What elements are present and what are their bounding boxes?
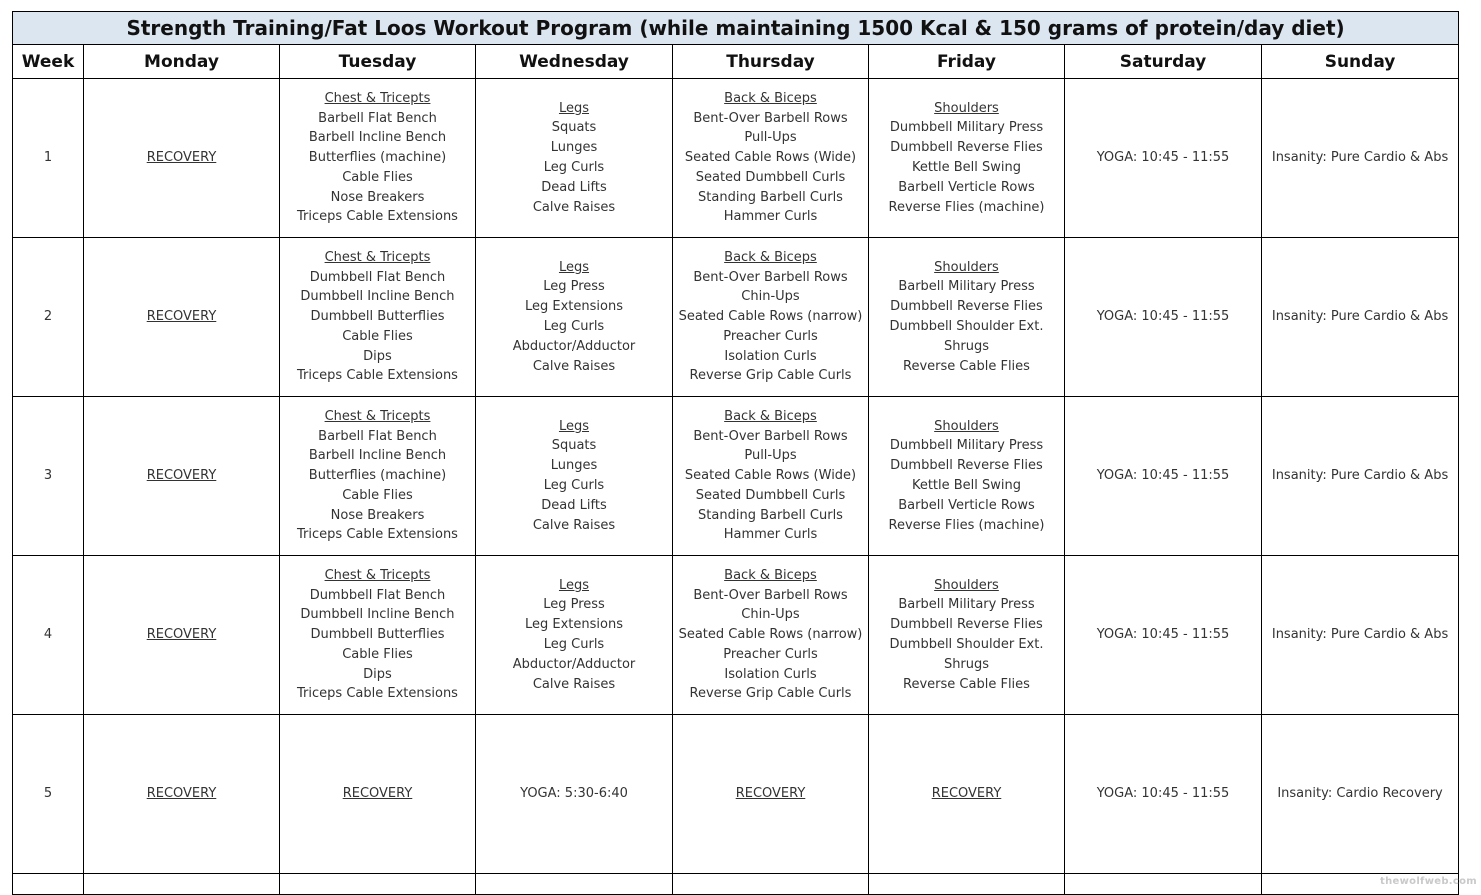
exercise-item: Cable Flies	[342, 487, 413, 503]
partial-cell	[673, 874, 869, 895]
cell-text: YOGA: 10:45 - 11:55	[1096, 309, 1230, 325]
exercise-item: Barbell Flat Bench	[318, 110, 437, 126]
col-header-sunday: Sunday	[1262, 45, 1459, 79]
exercise-item: Leg Press	[543, 279, 605, 295]
cell-text: Insanity: Cardio Recovery	[1277, 786, 1443, 802]
friday-cell	[869, 397, 1065, 556]
exercise-item: Dumbbell Military Press	[889, 120, 1044, 136]
monday-cell	[84, 397, 280, 556]
exercise-item: Barbell Incline Bench	[308, 130, 447, 146]
exercise-item: Abductor/Adductor	[512, 338, 636, 354]
workout-heading: Legs	[558, 418, 590, 434]
workout-heading: RECOVERY	[146, 786, 217, 802]
exercise-item: Dumbbell Butterflies	[310, 309, 445, 325]
saturday-cell	[1065, 556, 1262, 715]
sunday-cell	[1262, 79, 1459, 238]
exercise-item: Triceps Cable Extensions	[297, 368, 458, 384]
exercise-item: Preacher Curls	[723, 646, 818, 662]
exercise-item: Seated Cable Rows (narrow)	[678, 627, 863, 643]
tuesday-cell	[280, 79, 476, 238]
monday-cell	[84, 238, 280, 397]
exercise-item: Dips	[363, 666, 392, 682]
week-row	[13, 238, 1459, 397]
workout-heading: Back & Biceps	[724, 249, 817, 265]
cell-text: Insanity: Pure Cardio & Abs	[1271, 627, 1449, 643]
friday-cell	[869, 238, 1065, 397]
exercise-item: Dumbbell Butterflies	[310, 627, 445, 643]
sunday-cell	[1262, 556, 1459, 715]
exercise-item: Squats	[551, 438, 597, 454]
workout-heading: RECOVERY	[146, 309, 217, 325]
partial-row	[13, 874, 1459, 895]
friday-cell	[869, 79, 1065, 238]
exercise-item: Dumbbell Reverse Flies	[890, 299, 1043, 315]
exercise-item: Seated Cable Rows (Wide)	[684, 468, 857, 484]
workout-heading: Chest & Tricepts	[324, 249, 431, 265]
exercise-item: Triceps Cable Extensions	[297, 209, 458, 225]
exercise-item: Cable Flies	[342, 328, 413, 344]
exercise-item: Dips	[363, 348, 392, 364]
exercise-item: Dumbbell Flat Bench	[309, 587, 446, 603]
exercise-item: Barbell Military Press	[898, 279, 1035, 295]
exercise-item: Bent-Over Barbell Rows	[693, 110, 848, 126]
exercise-item: Seated Cable Rows (narrow)	[678, 309, 863, 325]
exercise-item: Triceps Cable Extensions	[297, 527, 458, 543]
exercise-item: Seated Dumbbell Curls	[695, 487, 846, 503]
exercise-item: Nose Breakers	[330, 189, 425, 205]
exercise-item: Pull-Ups	[744, 448, 797, 464]
cell-text: YOGA: 5:30-6:40	[520, 786, 628, 802]
monday-cell	[84, 79, 280, 238]
exercise-item: Dumbbell Shoulder Ext.	[889, 637, 1044, 652]
exercise-item: Lunges	[550, 458, 598, 474]
exercise-item: Dead Lifts	[541, 179, 607, 195]
exercise-item: Dumbbell Incline Bench	[300, 607, 455, 623]
exercise-item: Isolation Curls	[724, 666, 817, 682]
partial-cell	[476, 874, 673, 895]
week-row	[13, 715, 1459, 874]
exercise-item: Shrugs	[943, 338, 990, 354]
exercise-item: Butterflies (machine)	[308, 468, 447, 484]
exercise-item: Bent-Over Barbell Rows	[693, 428, 848, 444]
exercise-item: Calve Raises	[532, 199, 616, 215]
exercise-item: Barbell Verticle Rows	[898, 179, 1035, 195]
workout-schedule-table	[12, 11, 1459, 895]
col-header-week: Week	[13, 45, 84, 79]
partial-cell	[1065, 874, 1262, 895]
workout-heading: Chest & Tricepts	[324, 90, 431, 106]
exercise-item: Calve Raises	[532, 676, 616, 692]
partial-cell	[869, 874, 1065, 895]
partial-cell	[13, 874, 84, 895]
partial-cell	[84, 874, 280, 895]
header-row	[13, 45, 1459, 79]
exercise-item: Reverse Grip Cable Curls	[689, 368, 852, 384]
workout-heading: Chest & Tricepts	[324, 408, 431, 424]
exercise-item: Leg Curls	[543, 160, 605, 175]
cell-text: Insanity: Pure Cardio & Abs	[1271, 150, 1449, 166]
workout-heading: Legs	[558, 259, 590, 275]
cell-text: YOGA: 10:45 - 11:55	[1096, 786, 1230, 802]
week-number: 2	[13, 238, 84, 397]
col-header-monday: Monday	[84, 45, 280, 79]
tuesday-cell	[280, 397, 476, 556]
exercise-item: Butterflies (machine)	[308, 150, 447, 166]
col-header-thursday: Thursday	[673, 45, 869, 79]
exercise-item: Cable Flies	[342, 646, 413, 662]
saturday-cell	[1065, 79, 1262, 238]
exercise-item: Lunges	[550, 140, 598, 156]
exercise-item: Reverse Flies (machine)	[888, 199, 1045, 215]
exercise-item: Leg Curls	[543, 637, 605, 652]
exercise-item: Dumbbell Reverse Flies	[890, 140, 1043, 156]
col-header-wednesday: Wednesday	[476, 45, 673, 79]
sunday-cell	[1262, 715, 1459, 874]
exercise-item: Reverse Cable Flies	[903, 358, 1030, 374]
monday-cell	[84, 556, 280, 715]
thursday-cell	[673, 715, 869, 874]
workout-heading: RECOVERY	[735, 786, 806, 802]
exercise-item: Hammer Curls	[723, 209, 818, 225]
exercise-item: Barbell Incline Bench	[308, 448, 447, 464]
workout-heading: RECOVERY	[931, 786, 1002, 802]
week-number: 5	[13, 715, 84, 874]
exercise-item: Preacher Curls	[723, 328, 818, 344]
exercise-item: Leg Curls	[543, 478, 605, 493]
thursday-cell	[673, 397, 869, 556]
friday-cell	[869, 715, 1065, 874]
exercise-item: Calve Raises	[532, 517, 616, 533]
wednesday-cell	[476, 79, 673, 238]
week-number: 3	[13, 397, 84, 556]
col-header-saturday: Saturday	[1065, 45, 1262, 79]
exercise-item: Dumbbell Shoulder Ext.	[889, 319, 1044, 334]
partial-cell	[280, 874, 476, 895]
cell-text: YOGA: 10:45 - 11:55	[1096, 150, 1230, 166]
workout-heading: Shoulders	[934, 259, 999, 275]
exercise-item: Calve Raises	[532, 358, 616, 374]
exercise-item: Kettle Bell Swing	[911, 478, 1022, 493]
col-header-friday: Friday	[869, 45, 1065, 79]
monday-cell	[84, 715, 280, 874]
exercise-item: Reverse Cable Flies	[903, 676, 1030, 692]
workout-heading: RECOVERY	[146, 468, 217, 484]
workout-heading: RECOVERY	[146, 627, 217, 643]
thursday-cell	[673, 79, 869, 238]
wednesday-cell	[476, 556, 673, 715]
tuesday-cell	[280, 556, 476, 715]
exercise-item: Dead Lifts	[541, 497, 607, 513]
col-header-tuesday: Tuesday	[280, 45, 476, 79]
exercise-item: Chin-Ups	[741, 289, 800, 305]
workout-heading: Back & Biceps	[724, 408, 817, 424]
workout-heading: Chest & Tricepts	[324, 567, 431, 583]
exercise-item: Kettle Bell Swing	[911, 160, 1022, 175]
watermark-logo: thewolfweb.com	[1380, 876, 1477, 887]
workout-heading: RECOVERY	[146, 150, 217, 166]
exercise-item: Standing Barbell Curls	[698, 189, 843, 205]
exercise-item: Dumbbell Reverse Flies	[890, 458, 1043, 474]
workout-heading: Shoulders	[934, 100, 999, 116]
exercise-item: Hammer Curls	[723, 527, 818, 543]
exercise-item: Barbell Military Press	[898, 597, 1035, 613]
exercise-item: Nose Breakers	[330, 507, 425, 523]
cell-text: Insanity: Pure Cardio & Abs	[1271, 468, 1449, 484]
week-row	[13, 397, 1459, 556]
exercise-item: Dumbbell Flat Bench	[309, 269, 446, 285]
exercise-item: Triceps Cable Extensions	[297, 686, 458, 702]
sheet-title: Strength Training/Fat Loos Workout Program (while maintaining 1500 Kcal & 150 grams of protein/day diet)	[13, 12, 1459, 45]
sunday-cell	[1262, 397, 1459, 556]
exercise-item: Barbell Flat Bench	[318, 428, 437, 444]
wednesday-cell	[476, 715, 673, 874]
cell-text: Insanity: Pure Cardio & Abs	[1271, 309, 1449, 325]
exercise-item: Barbell Verticle Rows	[898, 497, 1035, 513]
exercise-item: Leg Press	[543, 597, 605, 613]
exercise-item: Reverse Grip Cable Curls	[689, 686, 852, 702]
exercise-item: Cable Flies	[342, 169, 413, 185]
week-number: 1	[13, 79, 84, 238]
saturday-cell	[1065, 397, 1262, 556]
tuesday-cell	[280, 715, 476, 874]
exercise-item: Squats	[551, 120, 597, 136]
workout-heading: Back & Biceps	[724, 90, 817, 106]
week-row	[13, 79, 1459, 238]
week-row	[13, 556, 1459, 715]
exercise-item: Leg Extensions	[525, 617, 623, 633]
exercise-item: Dumbbell Military Press	[889, 438, 1044, 454]
thursday-cell	[673, 556, 869, 715]
saturday-cell	[1065, 715, 1262, 874]
exercise-item: Pull-Ups	[744, 130, 797, 146]
workout-heading: Shoulders	[934, 577, 999, 593]
wednesday-cell	[476, 238, 673, 397]
exercise-item: Chin-Ups	[741, 607, 800, 623]
friday-cell	[869, 556, 1065, 715]
exercise-item: Seated Cable Rows (Wide)	[684, 150, 857, 166]
exercise-item: Isolation Curls	[724, 348, 817, 364]
workout-heading: Shoulders	[934, 418, 999, 434]
workout-heading: Legs	[558, 100, 590, 116]
exercise-item: Standing Barbell Curls	[698, 507, 843, 523]
thursday-cell	[673, 238, 869, 397]
saturday-cell	[1065, 238, 1262, 397]
exercise-item: Dumbbell Incline Bench	[300, 289, 455, 305]
exercise-item: Seated Dumbbell Curls	[695, 169, 846, 185]
exercise-item: Shrugs	[943, 656, 990, 672]
exercise-item: Leg Extensions	[525, 299, 623, 315]
exercise-item: Bent-Over Barbell Rows	[693, 587, 848, 603]
workout-heading: RECOVERY	[342, 786, 413, 802]
cell-text: YOGA: 10:45 - 11:55	[1096, 468, 1230, 484]
exercise-item: Abductor/Adductor	[512, 656, 636, 672]
workout-heading: Back & Biceps	[724, 567, 817, 583]
week-number: 4	[13, 556, 84, 715]
workout-heading: Legs	[558, 577, 590, 593]
sunday-cell	[1262, 238, 1459, 397]
exercise-item: Bent-Over Barbell Rows	[693, 269, 848, 285]
wednesday-cell	[476, 397, 673, 556]
exercise-item: Reverse Flies (machine)	[888, 517, 1045, 533]
exercise-item: Leg Curls	[543, 319, 605, 334]
cell-text: YOGA: 10:45 - 11:55	[1096, 627, 1230, 643]
exercise-item: Dumbbell Reverse Flies	[890, 617, 1043, 633]
tuesday-cell	[280, 238, 476, 397]
